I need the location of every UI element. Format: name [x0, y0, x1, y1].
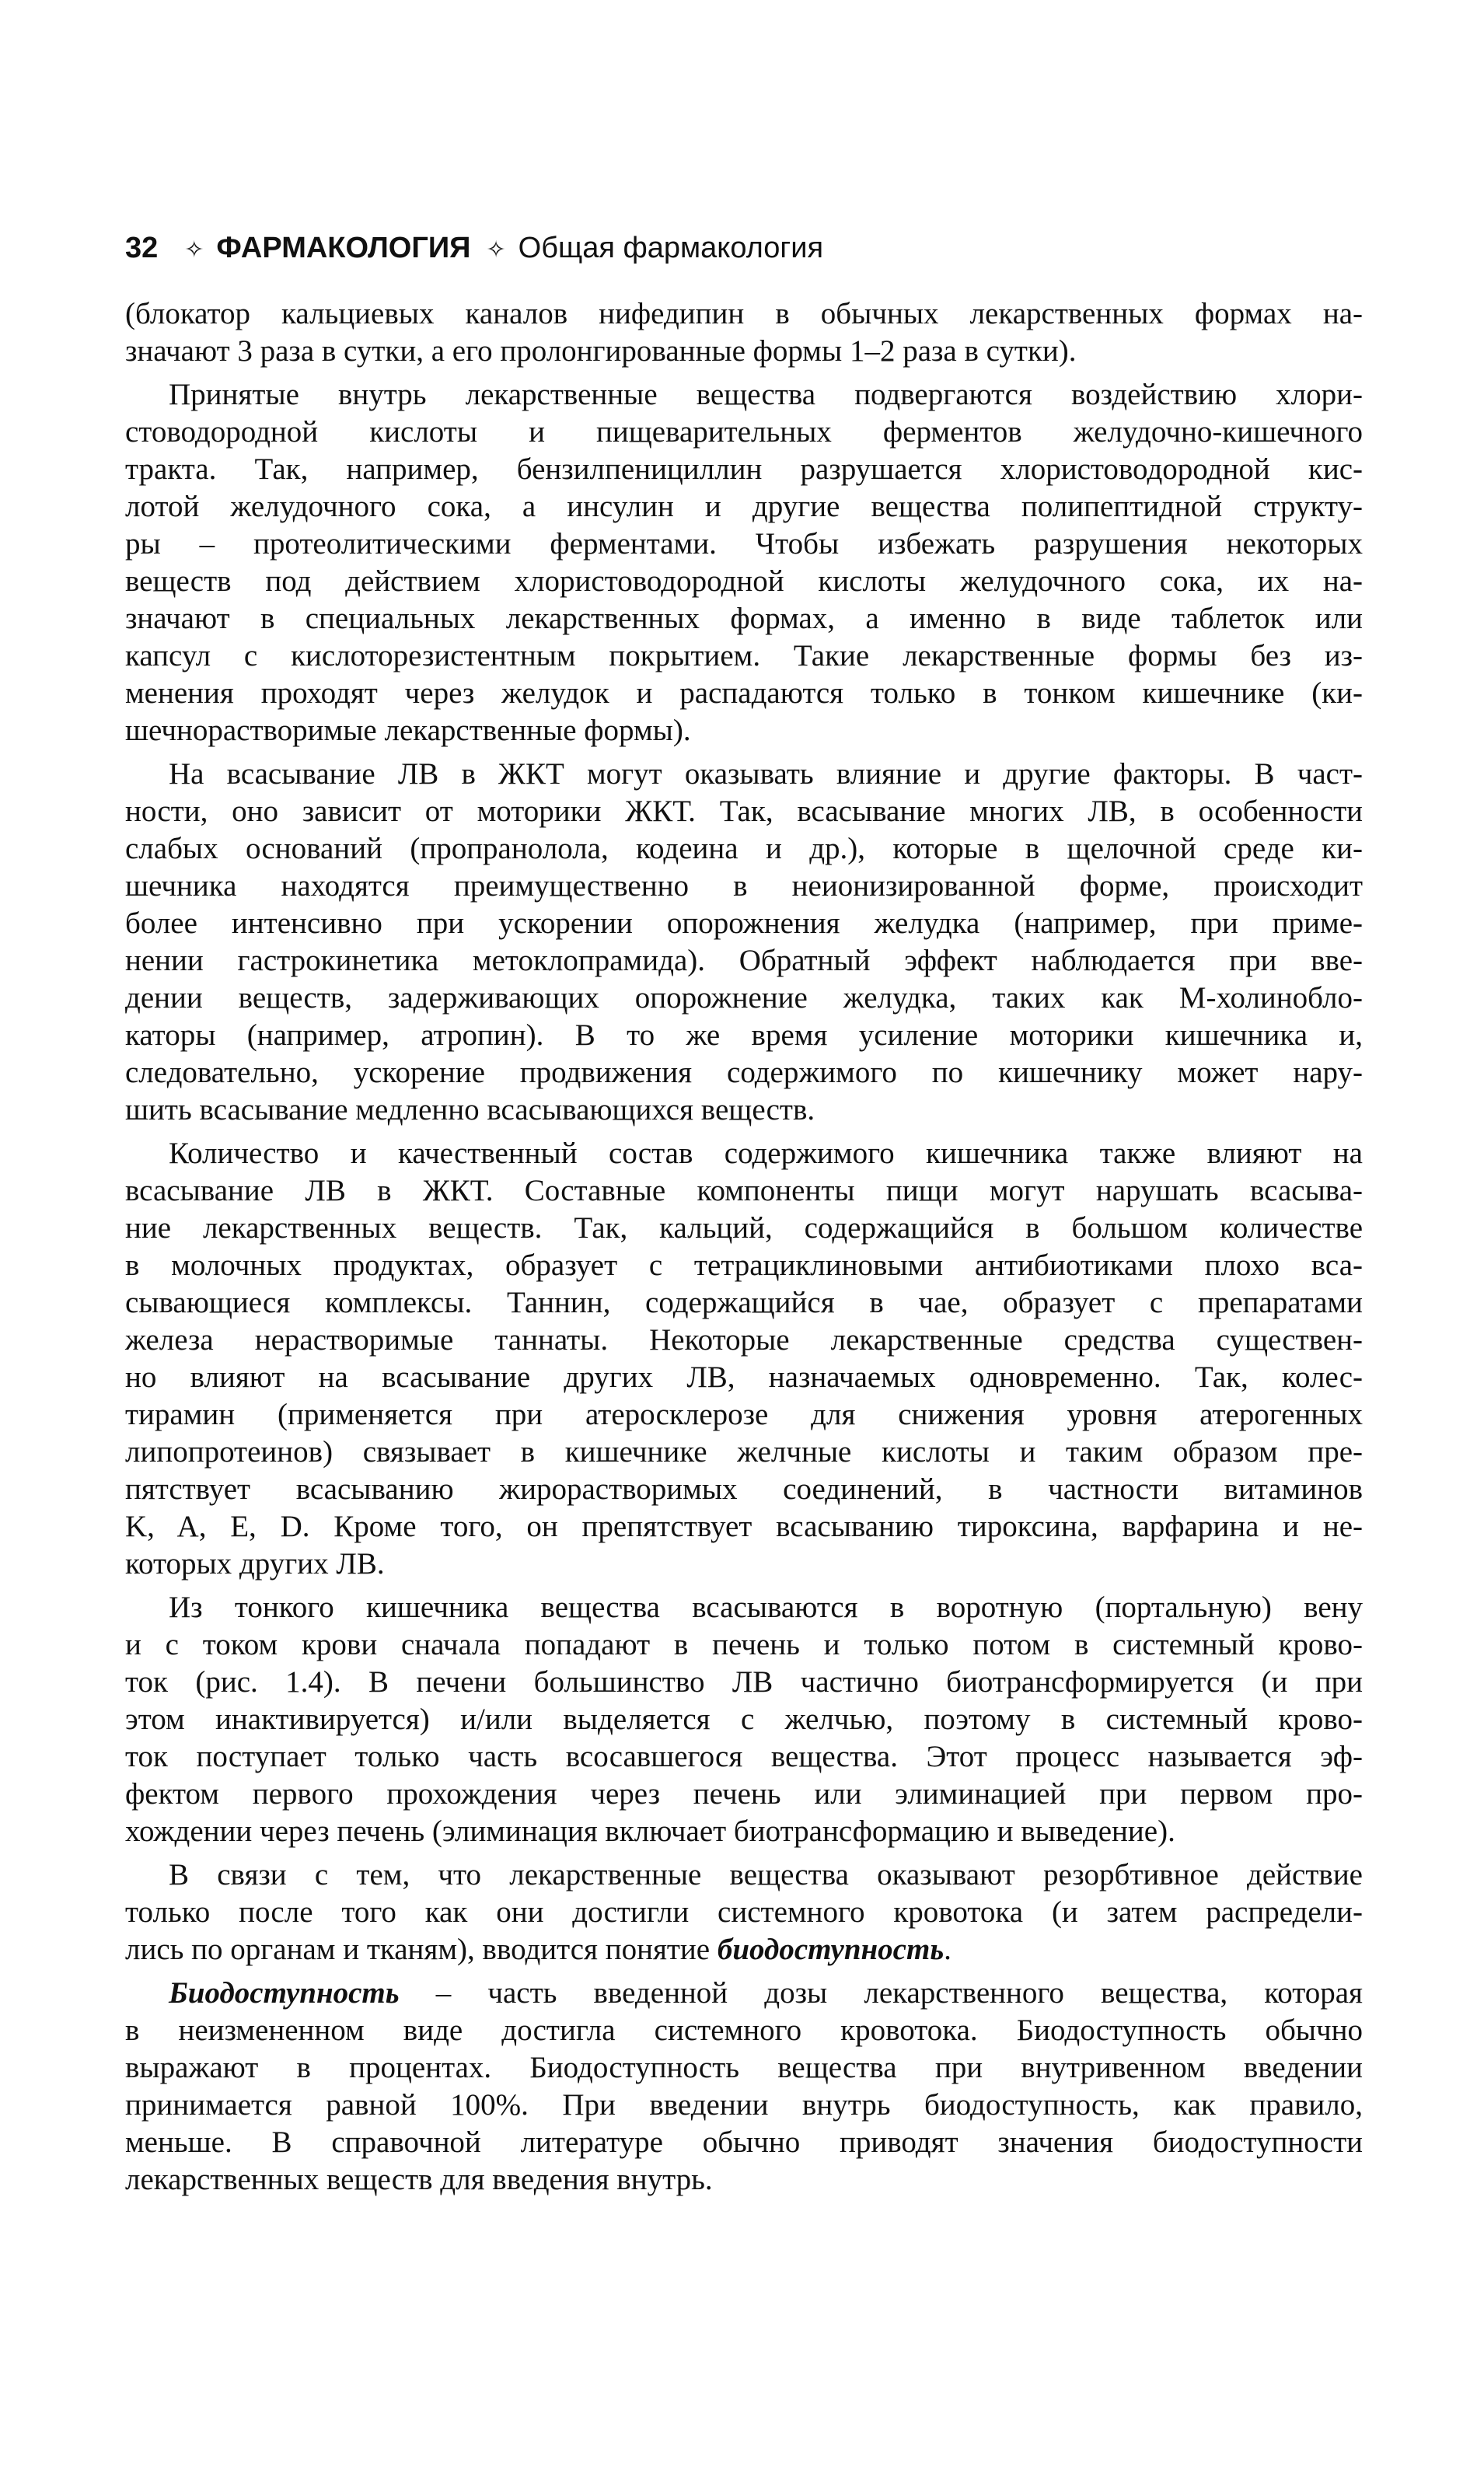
text-line: шить всасывание медленно всасывающихся веществ. [125, 1093, 815, 1126]
paragraph [125, 1975, 1363, 2199]
text-line: лотой желудочного сока, а инсулин и другие вещества полипептидной структу- [125, 490, 1363, 523]
text-segment: . [944, 1933, 952, 1966]
text-line: слабых оснований (пропранолола, кодеина и др.), которые в щелочной среде ки- [125, 832, 1363, 865]
text-segment: – часть введенной дозы лекарственного вещества, которая [399, 1976, 1363, 2010]
text-line: капсул с кислоторезистентным покрытием. Такие лекарственные формы без из- [125, 639, 1363, 672]
text-line: K, A, E, D. Кроме того, он препятствует всасыванию тироксина, варфарина и не- [125, 1510, 1363, 1543]
text-line: На всасывание ЛВ в ЖКТ могут оказывать влияние и другие факторы. В част- [169, 757, 1363, 791]
paragraph [125, 1135, 1363, 1583]
text-line: в неизмененном виде достигла системного кровотока. Биодоступность обычно [125, 2014, 1363, 2047]
paragraph [125, 1856, 1363, 1968]
book-title: ФАРМАКОЛОГИЯ [216, 232, 471, 264]
text-line: но влияют на всасывание других ЛВ, назначаемых одновременно. Так, колес- [125, 1360, 1363, 1394]
text-line: шечника находятся преимущественно в неионизированной форме, происходит [125, 869, 1363, 903]
text-line: этом инактивируется) и/или выделяется с желчью, поэтому в системный крово- [125, 1703, 1363, 1736]
text-line: и с током крови сначала попадают в печень и только потом в системный крово- [125, 1628, 1363, 1661]
text-line: В связи с тем, что лекарственные вещества оказывают резорбтивное действие [169, 1858, 1363, 1891]
text-line: значают 3 раза в сутки, а его пролонгированные формы 1–2 раза в сутки). [125, 334, 1077, 368]
text-line: ние лекарственных веществ. Так, кальций, содержащийся в большом количестве [125, 1211, 1363, 1245]
text-line: пятствует всасыванию жирорастворимых соединений, в частности витаминов [125, 1472, 1363, 1506]
text-line: (блокатор кальциевых каналов нифедипин в обычных лекарственных формах на- [125, 297, 1363, 330]
paragraph [125, 1589, 1363, 1850]
italic-term: Биодоступность [169, 1976, 400, 2010]
text-line: Количество и качественный состав содержимого кишечника также влияют на [169, 1137, 1363, 1170]
text-line: лекарственных веществ для введения внутрь. [125, 2163, 713, 2196]
text-line: принимается равной 100%. При введении внутрь биодоступность, как правило, [125, 2088, 1363, 2122]
text-line: тракта. Так, например, бензилпенициллин разрушается хлористоводородной кис- [125, 452, 1363, 486]
text-line: нении гастрокинетика метоклопрамида). Обратный эффект наблюдается при вве- [125, 944, 1363, 977]
text-line: ток (рис. 1.4). В печени большинство ЛВ частично биотрансформируется (и при [125, 1665, 1363, 1699]
text-line: выражают в процентах. Биодоступность вещества при внутривенном введении [125, 2051, 1363, 2084]
text-line: каторы (например, атропин). В то же время усиление моторики кишечника и, [125, 1018, 1363, 1052]
text-line: менения проходят через желудок и распадаются только в тонком кишечнике (ки- [125, 676, 1363, 710]
text-line: в молочных продуктах, образует с тетрациклиновыми антибиотиками плохо вса- [125, 1249, 1363, 1282]
text-line: следовательно, ускорение продвижения содержимого по кишечнику может нару- [125, 1056, 1363, 1089]
text-line: железа нерастворимые таннаты. Некоторые лекарственные средства существен- [125, 1323, 1363, 1357]
paragraph [125, 295, 1363, 370]
text-line: Из тонкого кишечника вещества всасываются в воротную (портальную) вену [169, 1591, 1363, 1624]
text-line: Принятые внутрь лекарственные вещества подвергаются воздействию хлори- [169, 378, 1363, 411]
paragraph [125, 376, 1363, 749]
text-segment: лись по органам и тканям), вводится понятие [125, 1933, 718, 1966]
section-title: Общая фармакология [518, 232, 824, 264]
text-line: тирамин (применяется при атеросклерозе для снижения уровня атерогенных [125, 1398, 1363, 1431]
text-line: значают в специальных лекарственных формах, а именно в виде таблеток или [125, 602, 1363, 635]
text-line: всасывание ЛВ в ЖКТ. Составные компоненты пищи могут нарушать всасыва- [125, 1174, 1363, 1207]
italic-term: биодоступность [717, 1933, 945, 1966]
text-line: фектом первого прохождения через печень или элиминацией при первом про- [125, 1777, 1363, 1811]
diamond-separator-icon: ✧ [486, 237, 506, 263]
body-text [125, 295, 1363, 2205]
text-line: хождении через печень (элиминация включает биотрансформацию и выведение). [125, 1815, 1175, 1848]
text-line: шечнорастворимые лекарственные формы). [125, 714, 691, 747]
text-line [125, 1931, 1363, 1968]
text-line: веществ под действием хлористоводородной кислоты желудочного сока, их на- [125, 564, 1363, 598]
diamond-separator-icon: ✧ [184, 237, 204, 263]
running-header [125, 232, 823, 265]
page-number: 32 [125, 232, 159, 264]
text-line: более интенсивно при ускорении опорожнения желудка (например, при приме- [125, 906, 1363, 940]
paragraph [125, 756, 1363, 1129]
text-line: ры – протеолитическими ферментами. Чтобы избежать разрушения некоторых [125, 527, 1363, 561]
text-line: которых других ЛВ. [125, 1547, 385, 1581]
text-line: дении веществ, задерживающих опорожнение желудка, таких как М-холинобло- [125, 981, 1363, 1015]
text-line: липопротеинов) связывает в кишечнике желчные кислоты и таким образом пре- [125, 1435, 1363, 1469]
text-line: ности, оно зависит от моторики ЖКТ. Так, всасывание многих ЛВ, в особенности [125, 795, 1363, 828]
text-line: только после того как они достигли системного кровотока (и затем распредели- [125, 1895, 1363, 1929]
text-line: сывающиеся комплексы. Таннин, содержащийся в чае, образует с препаратами [125, 1286, 1363, 1319]
text-line [125, 1975, 1363, 2012]
text-line: меньше. В справочной литературе обычно приводят значения биодоступности [125, 2125, 1363, 2159]
text-line: ток поступает только часть всосавшегося вещества. Этот процесс называется эф- [125, 1740, 1363, 1773]
text-line: стоводородной кислоты и пищеварительных ферментов желудочно-кишечного [125, 415, 1363, 449]
